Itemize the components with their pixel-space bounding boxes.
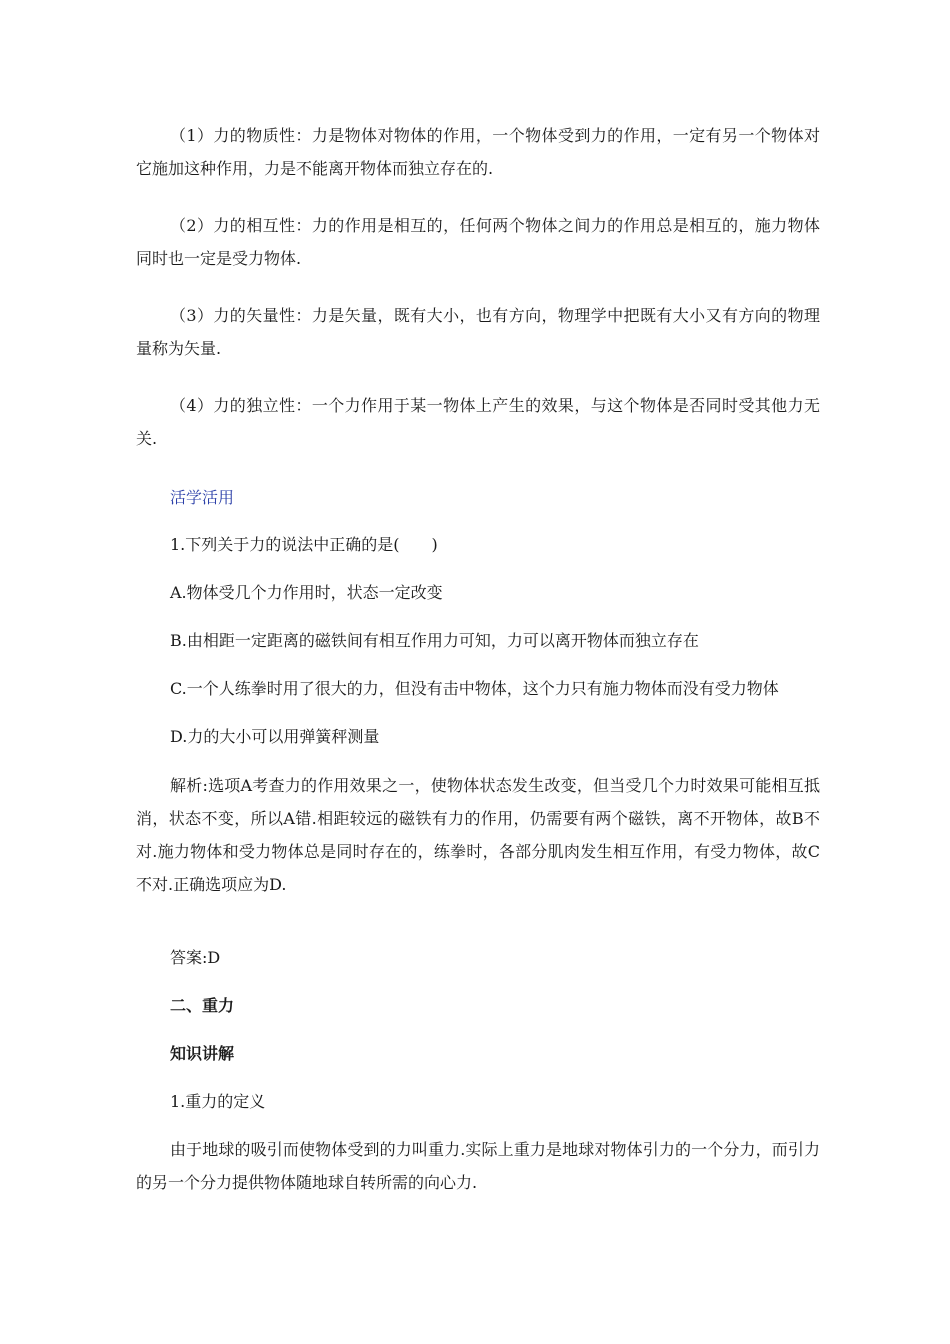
gravity-definition: 由于地球的吸引而使物体受到的力叫重力.实际上重力是地球对物体引力的一个分力，而引力的另一个分力提供物体随地球自转所需的向心力.: [136, 1140, 820, 1192]
property-vector: （3）力的矢量性：力是矢量，既有大小，也有方向，物理学中把既有大小又有方向的物理量称为矢量.: [136, 306, 820, 358]
section-title: 二、重力: [170, 996, 235, 1015]
option-c: C.一个人练拳时用了很大的力，但没有击中物体，这个力只有施力物体而没有受力物体: [170, 679, 779, 698]
question-stem: 1.下列关于力的说法中正确的是( ): [170, 535, 438, 554]
option-b: B.由相距一定距离的磁铁间有相互作用力可知，力可以离开物体而独立存在: [170, 631, 699, 650]
answer-line: 答案:D: [170, 948, 221, 967]
option-d: D.力的大小可以用弹簧秤测量: [170, 727, 380, 746]
analysis-paragraph: 解析:选项A考查力的作用效果之一，使物体状态发生改变，但当受几个力时效果可能相互抵消，状态不变，所以A错.相距较远的磁铁有力的作用，仍需要有两个磁铁，离不开物体，故B不对.施力物体和受力物体总是同时存在的，练拳时，各部分肌肉发生相互作用，有受力物体，故C不对.正确选项应为D.: [136, 776, 820, 894]
property-material: （1）力的物质性：力是物体对物体的作用，一个物体受到力的作用，一定有另一个物体对它施加这种作用，力是不能离开物体而独立存在的.: [136, 126, 820, 178]
practice-heading: 活学活用: [170, 488, 235, 507]
property-independent: （4）力的独立性：一个力作用于某一物体上产生的效果，与这个物体是否同时受其他力无关.: [136, 396, 820, 448]
knowledge-heading: 知识讲解: [170, 1044, 235, 1063]
option-a: A.物体受几个力作用时，状态一定改变: [170, 583, 443, 602]
property-mutual: （2）力的相互性：力的作用是相互的，任何两个物体之间力的作用总是相互的，施力物体同时也一定是受力物体.: [136, 216, 820, 268]
gravity-subheading: 1.重力的定义: [170, 1092, 266, 1111]
